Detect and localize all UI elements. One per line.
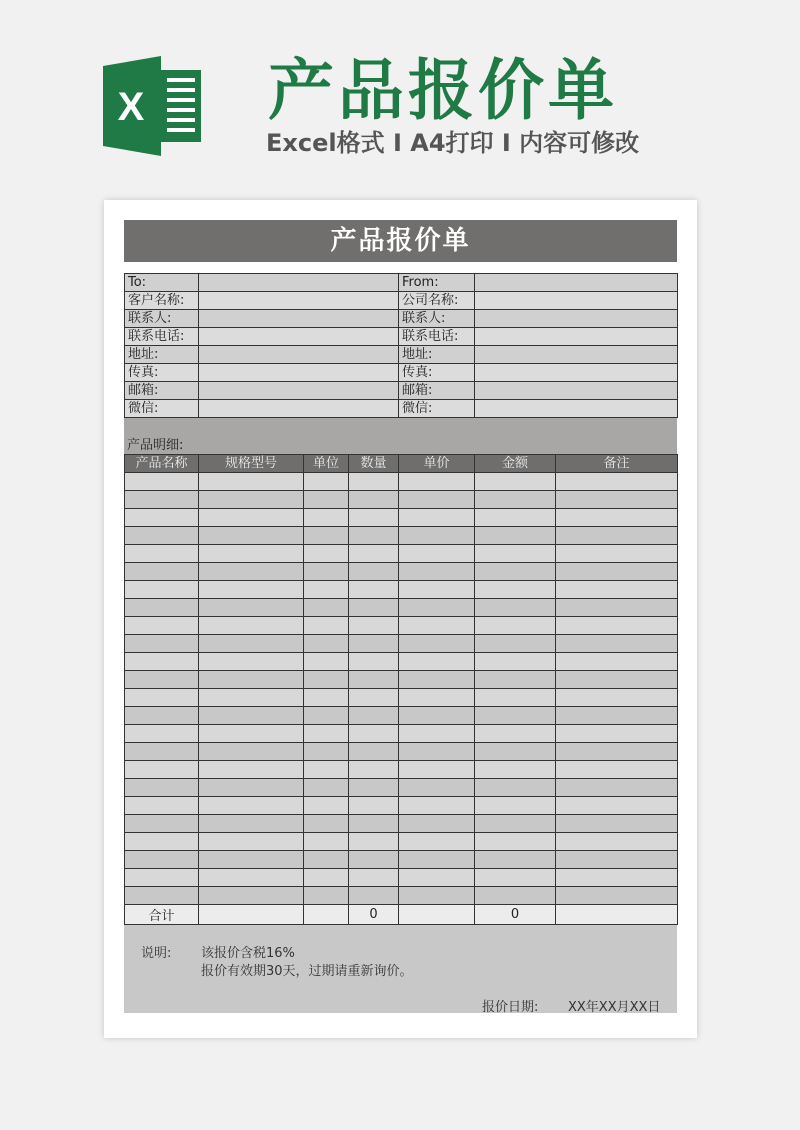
table-cell[interactable]	[399, 725, 475, 743]
table-cell[interactable]	[199, 473, 304, 491]
table-cell[interactable]	[304, 509, 349, 527]
info-row	[125, 328, 678, 346]
table-cell[interactable]	[556, 833, 678, 851]
info-right-label: From:	[399, 274, 475, 292]
table-cell[interactable]	[556, 815, 678, 833]
table-cell[interactable]	[349, 473, 399, 491]
table-row	[125, 653, 678, 671]
info-right-label: 地址:	[399, 346, 475, 364]
table-cell[interactable]	[125, 617, 199, 635]
info-left-value[interactable]	[199, 400, 399, 418]
table-cell[interactable]	[475, 779, 556, 797]
table-cell[interactable]	[349, 707, 399, 725]
table-cell[interactable]	[399, 545, 475, 563]
sheet-title: 产品报价单	[124, 220, 677, 262]
table-cell[interactable]	[399, 833, 475, 851]
info-left-label: 地址:	[125, 346, 199, 364]
total-quantity: 0	[349, 905, 399, 925]
info-right-value[interactable]	[475, 364, 678, 382]
banner-title: 产品报价单	[268, 52, 618, 129]
table-cell[interactable]	[349, 653, 399, 671]
table-cell[interactable]	[556, 509, 678, 527]
table-cell[interactable]	[125, 815, 199, 833]
table-cell[interactable]	[304, 869, 349, 887]
quote-date-value: XX年XX月XX日	[568, 1000, 661, 1015]
info-right-label: 联系人:	[399, 310, 475, 328]
excel-logo-icon	[103, 56, 203, 156]
table-cell[interactable]	[475, 725, 556, 743]
table-cell[interactable]	[475, 707, 556, 725]
info-left-value[interactable]	[199, 382, 399, 400]
table-cell[interactable]	[399, 617, 475, 635]
table-cell[interactable]	[475, 869, 556, 887]
table-cell[interactable]	[349, 779, 399, 797]
info-row	[125, 274, 678, 292]
table-cell[interactable]	[304, 725, 349, 743]
table-row	[125, 635, 678, 653]
table-cell[interactable]	[304, 599, 349, 617]
table-cell[interactable]	[556, 473, 678, 491]
notes-line-2: 报价有效期30天，过期请重新询价。	[201, 964, 413, 979]
table-cell[interactable]	[304, 707, 349, 725]
table-cell[interactable]	[199, 743, 304, 761]
table-row	[125, 545, 678, 563]
table-cell[interactable]	[349, 833, 399, 851]
table-cell[interactable]	[475, 887, 556, 905]
table-cell[interactable]	[399, 581, 475, 599]
table-cell[interactable]	[125, 563, 199, 581]
excel-logo-letter: X	[117, 85, 145, 129]
table-cell[interactable]	[199, 779, 304, 797]
table-row	[125, 851, 678, 869]
table-cell[interactable]	[304, 743, 349, 761]
table-cell[interactable]	[475, 563, 556, 581]
table-cell[interactable]	[556, 671, 678, 689]
table-cell[interactable]	[399, 797, 475, 815]
table-cell[interactable]	[475, 833, 556, 851]
table-cell[interactable]	[125, 779, 199, 797]
table-cell[interactable]	[475, 815, 556, 833]
info-right-value[interactable]	[475, 274, 678, 292]
table-cell[interactable]	[475, 527, 556, 545]
table-cell[interactable]	[399, 635, 475, 653]
table-cell[interactable]	[399, 869, 475, 887]
table-cell[interactable]	[349, 527, 399, 545]
table-cell[interactable]	[556, 743, 678, 761]
table-cell[interactable]	[304, 887, 349, 905]
table-cell[interactable]	[304, 833, 349, 851]
table-cell[interactable]	[199, 905, 304, 925]
table-cell[interactable]	[399, 887, 475, 905]
info-right-value[interactable]	[475, 346, 678, 364]
table-cell[interactable]	[304, 815, 349, 833]
table-cell[interactable]	[199, 797, 304, 815]
table-cell[interactable]	[556, 779, 678, 797]
table-cell[interactable]	[125, 671, 199, 689]
table-cell[interactable]	[304, 581, 349, 599]
table-row	[125, 689, 678, 707]
notes-line-1: 该报价含税16%	[201, 946, 295, 961]
table-cell[interactable]	[349, 545, 399, 563]
table-cell[interactable]	[556, 617, 678, 635]
table-cell[interactable]	[349, 851, 399, 869]
table-cell[interactable]	[399, 743, 475, 761]
table-cell[interactable]	[199, 509, 304, 527]
column-header: 单价	[399, 455, 475, 473]
table-cell[interactable]	[125, 635, 199, 653]
table-cell[interactable]	[199, 635, 304, 653]
table-cell[interactable]	[349, 725, 399, 743]
table-cell[interactable]	[304, 851, 349, 869]
table-cell[interactable]	[349, 581, 399, 599]
total-label: 合计	[125, 905, 199, 925]
info-left-label: 传真:	[125, 364, 199, 382]
table-cell[interactable]	[199, 761, 304, 779]
table-row	[125, 509, 678, 527]
info-left-label: 联系人:	[125, 310, 199, 328]
table-cell[interactable]	[199, 725, 304, 743]
table-cell[interactable]	[304, 689, 349, 707]
table-row	[125, 617, 678, 635]
table-cell[interactable]	[399, 509, 475, 527]
table-cell[interactable]	[304, 617, 349, 635]
table-cell[interactable]	[199, 563, 304, 581]
table-cell[interactable]	[556, 905, 678, 925]
table-cell[interactable]	[125, 887, 199, 905]
table-row	[125, 761, 678, 779]
column-header: 规格型号	[199, 455, 304, 473]
table-cell[interactable]	[556, 707, 678, 725]
table-row	[125, 833, 678, 851]
table-cell[interactable]	[199, 887, 304, 905]
table-cell[interactable]	[349, 563, 399, 581]
info-table	[124, 273, 678, 418]
table-row	[125, 797, 678, 815]
notes-section	[124, 925, 677, 1013]
info-right-label: 公司名称:	[399, 292, 475, 310]
table-cell[interactable]	[125, 689, 199, 707]
table-cell[interactable]	[304, 779, 349, 797]
column-header: 备注	[556, 455, 678, 473]
table-cell[interactable]	[199, 815, 304, 833]
table-cell[interactable]	[556, 869, 678, 887]
table-cell[interactable]	[349, 617, 399, 635]
table-cell[interactable]	[199, 527, 304, 545]
table-cell[interactable]	[199, 581, 304, 599]
table-cell[interactable]	[556, 563, 678, 581]
table-cell[interactable]	[199, 491, 304, 509]
info-left-label: 联系电话:	[125, 328, 199, 346]
table-cell[interactable]	[199, 833, 304, 851]
info-right-label: 微信:	[399, 400, 475, 418]
table-cell[interactable]	[304, 905, 349, 925]
table-cell[interactable]	[475, 743, 556, 761]
table-cell[interactable]	[349, 887, 399, 905]
info-right-value[interactable]	[475, 292, 678, 310]
table-cell[interactable]	[399, 761, 475, 779]
table-cell[interactable]	[399, 491, 475, 509]
table-cell[interactable]	[304, 653, 349, 671]
table-cell[interactable]	[475, 491, 556, 509]
table-cell[interactable]	[349, 869, 399, 887]
table-row	[125, 599, 678, 617]
table-cell[interactable]	[125, 545, 199, 563]
table-cell[interactable]	[399, 527, 475, 545]
info-left-label: To:	[125, 274, 199, 292]
table-cell[interactable]	[199, 671, 304, 689]
table-cell[interactable]	[399, 905, 475, 925]
table-cell[interactable]	[475, 797, 556, 815]
table-cell[interactable]	[399, 671, 475, 689]
info-right-value[interactable]	[475, 382, 678, 400]
table-cell[interactable]	[556, 635, 678, 653]
table-cell[interactable]	[199, 851, 304, 869]
table-cell[interactable]	[556, 797, 678, 815]
table-cell[interactable]	[556, 851, 678, 869]
table-cell[interactable]	[125, 491, 199, 509]
table-cell[interactable]	[399, 473, 475, 491]
info-row	[125, 346, 678, 364]
table-cell[interactable]	[556, 725, 678, 743]
table-row	[125, 869, 678, 887]
table-cell[interactable]	[125, 581, 199, 599]
table-row	[125, 671, 678, 689]
table-cell[interactable]	[475, 653, 556, 671]
table-row	[125, 815, 678, 833]
table-cell[interactable]	[349, 815, 399, 833]
table-cell[interactable]	[304, 527, 349, 545]
notes-label: 说明:	[141, 946, 172, 961]
table-cell[interactable]	[556, 887, 678, 905]
info-row	[125, 310, 678, 328]
table-cell[interactable]	[399, 851, 475, 869]
info-left-value[interactable]	[199, 364, 399, 382]
info-right-value[interactable]	[475, 310, 678, 328]
table-cell[interactable]	[349, 671, 399, 689]
table-cell[interactable]	[125, 653, 199, 671]
info-left-label: 客户名称:	[125, 292, 199, 310]
table-cell[interactable]	[304, 473, 349, 491]
table-cell[interactable]	[304, 635, 349, 653]
table-cell[interactable]	[475, 851, 556, 869]
info-left-value[interactable]	[199, 274, 399, 292]
detail-label: 产品明细:	[127, 438, 184, 453]
table-cell[interactable]	[399, 599, 475, 617]
table-cell[interactable]	[399, 653, 475, 671]
table-row	[125, 887, 678, 905]
banner-subtitle: Excel格式 I A4打印 I 内容可修改	[266, 129, 640, 157]
info-row	[125, 292, 678, 310]
table-cell[interactable]	[475, 473, 556, 491]
table-cell[interactable]	[199, 707, 304, 725]
table-cell[interactable]	[399, 815, 475, 833]
table-cell[interactable]	[556, 599, 678, 617]
table-cell[interactable]	[125, 743, 199, 761]
quote-sheet-paper	[104, 200, 697, 1038]
table-cell[interactable]	[399, 689, 475, 707]
info-right-value[interactable]	[475, 328, 678, 346]
table-cell[interactable]	[125, 851, 199, 869]
table-cell[interactable]	[399, 563, 475, 581]
table-cell[interactable]	[349, 797, 399, 815]
info-row	[125, 364, 678, 382]
table-cell[interactable]	[556, 527, 678, 545]
info-left-value[interactable]	[199, 292, 399, 310]
table-cell[interactable]	[556, 653, 678, 671]
table-cell[interactable]	[304, 761, 349, 779]
table-cell[interactable]	[349, 689, 399, 707]
table-row	[125, 707, 678, 725]
info-right-label: 联系电话:	[399, 328, 475, 346]
quote-sheet	[124, 220, 677, 1013]
table-row	[125, 743, 678, 761]
column-header: 金额	[475, 455, 556, 473]
table-cell[interactable]	[304, 545, 349, 563]
table-cell[interactable]	[556, 545, 678, 563]
table-cell[interactable]	[475, 581, 556, 599]
table-cell[interactable]	[125, 833, 199, 851]
table-cell[interactable]	[199, 599, 304, 617]
table-cell[interactable]	[349, 635, 399, 653]
info-right-label: 邮箱:	[399, 382, 475, 400]
total-amount: 0	[475, 905, 556, 925]
detail-section	[124, 418, 677, 454]
table-row	[125, 473, 678, 491]
table-row	[125, 581, 678, 599]
table-row	[125, 779, 678, 797]
table-cell[interactable]	[199, 689, 304, 707]
table-cell[interactable]	[556, 581, 678, 599]
table-cell[interactable]	[304, 797, 349, 815]
table-cell[interactable]	[349, 599, 399, 617]
table-cell[interactable]	[349, 509, 399, 527]
detail-table	[124, 454, 678, 925]
table-cell[interactable]	[125, 527, 199, 545]
table-cell[interactable]	[349, 491, 399, 509]
table-cell[interactable]	[125, 725, 199, 743]
table-row	[125, 725, 678, 743]
table-cell[interactable]	[475, 671, 556, 689]
table-row	[125, 491, 678, 509]
table-cell[interactable]	[199, 545, 304, 563]
table-cell[interactable]	[304, 563, 349, 581]
table-cell[interactable]	[556, 689, 678, 707]
table-cell[interactable]	[125, 509, 199, 527]
table-cell[interactable]	[304, 671, 349, 689]
table-cell[interactable]	[199, 869, 304, 887]
column-header: 单位	[304, 455, 349, 473]
table-cell[interactable]	[475, 617, 556, 635]
info-left-value[interactable]	[199, 328, 399, 346]
table-cell[interactable]	[556, 491, 678, 509]
table-cell[interactable]	[304, 491, 349, 509]
info-right-label: 传真:	[399, 364, 475, 382]
table-cell[interactable]	[199, 653, 304, 671]
info-row	[125, 382, 678, 400]
table-cell[interactable]	[475, 689, 556, 707]
table-row	[125, 527, 678, 545]
info-right-value[interactable]	[475, 400, 678, 418]
column-header: 产品名称	[125, 455, 199, 473]
table-row	[125, 563, 678, 581]
info-left-value[interactable]	[199, 310, 399, 328]
table-cell[interactable]	[475, 509, 556, 527]
table-cell[interactable]	[399, 707, 475, 725]
info-left-value[interactable]	[199, 346, 399, 364]
quote-date-label: 报价日期:	[482, 1000, 539, 1015]
table-cell[interactable]	[399, 779, 475, 797]
total-row	[125, 905, 678, 925]
info-left-label: 微信:	[125, 400, 199, 418]
table-cell[interactable]	[125, 797, 199, 815]
table-cell[interactable]	[556, 761, 678, 779]
table-cell[interactable]	[475, 545, 556, 563]
table-cell[interactable]	[475, 761, 556, 779]
table-cell[interactable]	[475, 635, 556, 653]
table-cell[interactable]	[125, 473, 199, 491]
info-row	[125, 400, 678, 418]
table-cell[interactable]	[125, 761, 199, 779]
table-cell[interactable]	[349, 743, 399, 761]
table-cell[interactable]	[475, 599, 556, 617]
table-cell[interactable]	[125, 599, 199, 617]
table-cell[interactable]	[349, 761, 399, 779]
info-left-label: 邮箱:	[125, 382, 199, 400]
table-cell[interactable]	[125, 869, 199, 887]
column-header: 数量	[349, 455, 399, 473]
table-cell[interactable]	[125, 707, 199, 725]
table-cell[interactable]	[199, 617, 304, 635]
